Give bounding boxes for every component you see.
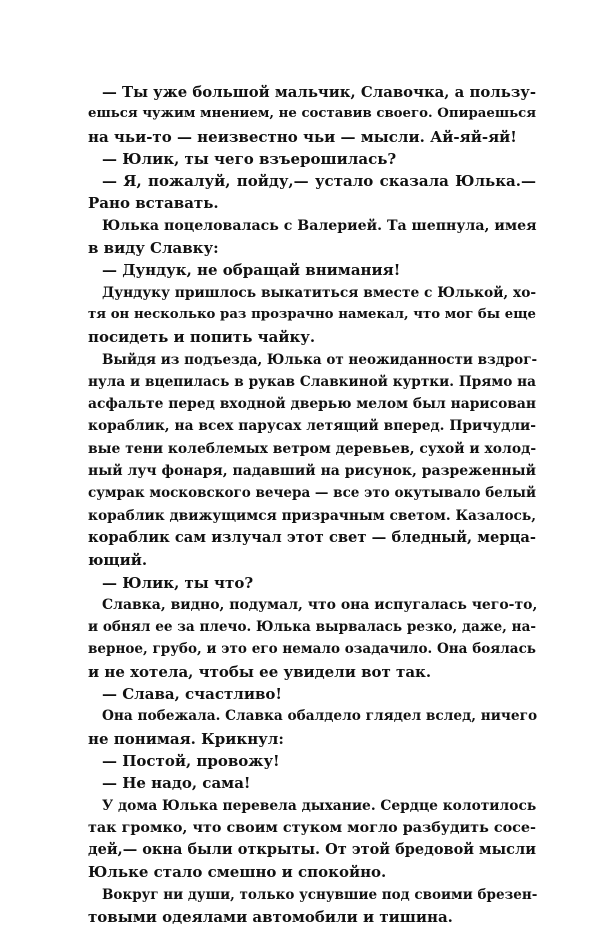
- text-line: Дундуку пришлось выкатиться вместе с Юлькой, хо-: [102, 284, 537, 301]
- text-line: кораблик движущимся призрачным светом. Казалось,: [88, 507, 537, 524]
- text-line: товыми одеялами автомобили и тишина.: [88, 907, 453, 926]
- text-line: на чьи-то — неизвестно чьи — мысли. Ай-яй-яй!: [88, 127, 517, 146]
- text-line: кораблик, на всех парусах летящий вперед. Причудли-: [88, 418, 536, 435]
- text-line: — Ты уже большой мальчик, Славочка, а пользу-: [102, 83, 536, 101]
- text-line: кораблик сам излучал этот свет — бледный, мерца-: [88, 528, 536, 546]
- text-line: Юльке стало смешно и спокойно.: [88, 863, 387, 882]
- text-line: Выйдя из подъезда, Юлька от неожиданности вздрог-: [102, 351, 538, 368]
- text-line: — Юлик, ты чего взъерошилась?: [102, 149, 397, 168]
- text-line: — Постой, провожу!: [102, 751, 280, 770]
- text-line: ющий.: [88, 551, 148, 570]
- text-line: тя он несколько раз прозрачно намекал, что мог бы еще: [88, 306, 536, 322]
- text-line: — Дундук, не обращай внимания!: [102, 261, 401, 280]
- text-line: Рано вставать.: [88, 194, 219, 213]
- text-line: вые тени колеблемых ветром деревьев, сухой и холод-: [88, 440, 537, 457]
- text-line: в виду Славку:: [88, 239, 219, 258]
- text-line: Вокруг ни души, только уснувшие под своими брезен-: [102, 886, 538, 903]
- text-line: — Я, пожалуй, пойду,— устало сказала Юлька.—: [102, 172, 536, 191]
- text-line: — Юлик, ты что?: [102, 573, 254, 592]
- text-line: и обнял ее за плечо. Юлька вырвалась резко, даже, на-: [88, 619, 536, 636]
- text-line: и не хотела, чтобы ее увидели вот так.: [88, 662, 432, 681]
- text-line: посидеть и попить чайку.: [88, 328, 316, 347]
- text-line: дей,— окна были открыты. От этой бредовой мысли: [88, 841, 536, 859]
- book-page-text: [88, 81, 536, 928]
- text-line: У дома Юлька перевела дыхание. Сердце колотилось: [102, 797, 537, 814]
- text-line: Славка, видно, подумал, что она испугалась чего-то,: [102, 596, 538, 613]
- text-line: ешься чужим мнением, не составив своего. Опираешься: [88, 106, 537, 122]
- text-line: верное, грубо, и это его немало озадачило. Она боялась: [88, 641, 536, 658]
- text-line: — Слава, счастливо!: [102, 685, 283, 704]
- text-line: так громко, что своим стуком могло разбудить сосе-: [88, 819, 536, 836]
- text-line: не понимая. Крикнул:: [88, 729, 284, 748]
- text-line: асфальте перед входной дверью мелом был нарисован: [88, 396, 537, 413]
- text-line: — Не надо, сама!: [102, 774, 251, 793]
- text-line: Она побежала. Славка обалдело глядел вслед, ничего: [102, 708, 538, 725]
- text-line: ный луч фонаря, падавший на рисунок, разреженный: [88, 463, 536, 480]
- text-line: нула и вцепилась в рукав Славкиной куртки. Прямо на: [88, 373, 536, 390]
- text-line: сумрак московского вечера — все это окутывало белый: [88, 485, 536, 502]
- text-line: Юлька поцеловалась с Валерией. Та шепнула, имея: [102, 217, 537, 234]
